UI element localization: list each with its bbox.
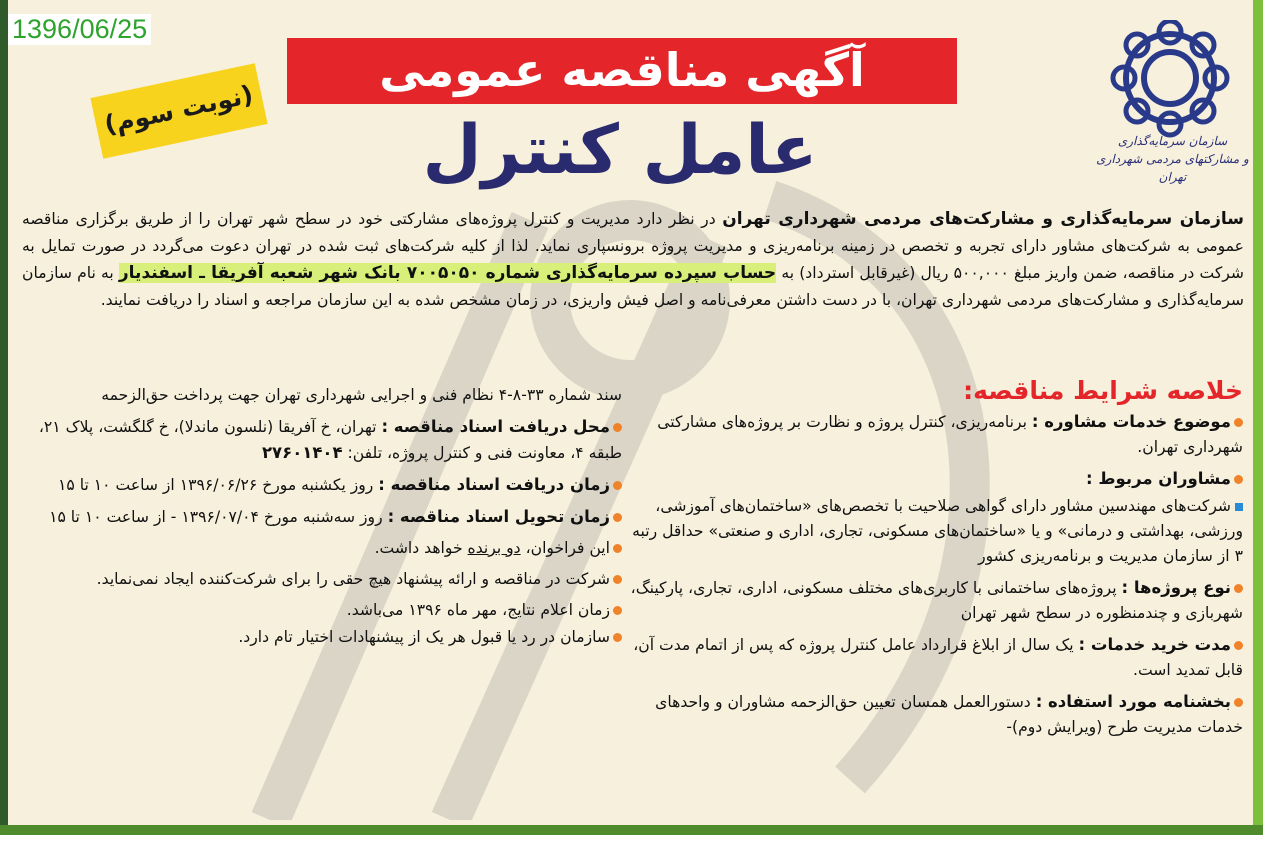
conditions-column (625, 378, 1243, 746)
list-item: شرکت‌های مهندسین مشاور دارای گواهی صلاحیت با تخصص‌های «ساختمان‌های آموزشی، ورزشی، بهداشتی و درمانی» و یا «ساختمان‌های مسکونی، تجاری، اداری و صنعتی» حداقل رتبه ۳ از سازمان مدیریت و برنامه‌ریزی کشور (632, 497, 1243, 565)
phone-number: ۲۷۶۰۱۴۰۴ (261, 443, 343, 462)
list-item: سازمان در رد یا قبول هر یک از پیشنهادات اختیار تام دارد. (22, 625, 622, 650)
list-item: این فراخوان، دو برنده خواهد داشت. (22, 536, 622, 561)
bullet-icon (613, 513, 622, 522)
organization-name: سازمان سرمایه‌گذاری و مشارکت‌های مردمی شهرداری تهران (722, 209, 1244, 229)
list-item: مدت خرید خدمات : یک سال از ابلاغ قرارداد عامل کنترل پروژه که پس از اتمام مدت آن، قابل تمدید است. (633, 635, 1243, 679)
round-badge: (نوبت سوم) (90, 63, 267, 159)
bank-account: حساب سپرده سرمایه‌گذاری شماره ۷۰۰۵۰۵۰ بانک شهر شعبه آفریقا ـ اسفندیار (118, 263, 777, 283)
details-column (22, 383, 622, 656)
bullet-icon (613, 606, 622, 615)
square-bullet-icon (1235, 503, 1243, 511)
list-item: زمان دریافت اسناد مناقصه : روز یکشنبه مورخ ۱۳۹۶/۰۶/۲۶ از ساعت ۱۰ تا ۱۵ (22, 472, 622, 498)
bullet-icon (1234, 418, 1243, 427)
bullet-icon (613, 633, 622, 642)
bullet-icon (1234, 698, 1243, 707)
list-item: محل دریافت اسناد مناقصه : تهران، خ آفریقا (نلسون ماندلا)، خ گلگشت، پلاک ۲۱، طبقه ۴، معاونت فنی و کنترل پروژه، تلفن: ۲۷۶۰۱۴۰۴ (38, 417, 622, 462)
date-stamp: 1396/06/25 (8, 14, 151, 45)
section-title: خلاصه شرایط مناقصه: (963, 376, 1243, 405)
bullet-icon (613, 575, 622, 584)
bullet-icon (613, 423, 622, 432)
bullet-icon (1234, 641, 1243, 650)
right-border (1253, 0, 1263, 849)
list-item: مشاوران مربوط : (625, 466, 1243, 492)
bottom-border (0, 825, 1263, 835)
list-item: زمان تحویل اسناد مناقصه : روز سه‌شنبه مورخ ۱۳۹۶/۰۷/۰۴ - از ساعت ۱۰ تا ۱۵ (22, 504, 622, 530)
bullet-icon (613, 544, 622, 553)
list-item: سند شماره ۳۳-۸-۴ نظام فنی و اجرایی شهرداری تهران جهت پرداخت حق‌الزحمه (101, 386, 622, 404)
intro-paragraph: سازمان سرمایه‌گذاری و مشارکت‌های مردمی شهرداری تهران در نظر دارد مدیریت و کنترل پروژه‌های مشارکتی خود در سطح شهر تهران را از طریق برگزاری مناقصه عمومی به شرکت‌های مشاور دارای تجربه و تخصص در زمینه برنامه‌ریزی و مدیریت پروژه برونسپاری نماید. لذا از کلیه شرکت‌های ثبت شده در تهران دعوت می‌گردد در صورت تمایل به شرکت در مناقصه، ضمن واریز مبلغ ۵۰۰,۰۰۰ ریال (غیرقابل استرداد) به حساب سپرده سرمایه‌گذاری شماره ۷۰۰۵۰۵۰ بانک شهر شعبه آفریقا ـ اسفندیار به نام سازمان سرمایه‌گذاری و مشارکت‌های مردمی شهرداری تهران، با در دست داشتن معرفی‌نامه و اصل فیش واریزی، در زمان مشخص شده به این سازمان مراجعه و اسناد را دریافت نمایند. (22, 209, 1244, 309)
bullet-icon (613, 481, 622, 490)
left-border (0, 0, 8, 849)
list-item: موضوع خدمات مشاوره : برنامه‌ریزی، کنترل پروژه و نظارت بر پروژه‌های مشارکتی شهرداری تهران. (657, 412, 1243, 456)
logo-caption: سازمان سرمایه‌گذاری و مشارکتهای مردمی شهرداری تهران (1096, 134, 1249, 184)
list-item: نوع پروژه‌ها : پروژه‌های ساختمانی با کاربری‌های مختلف مسکونی، اداری، تجاری، پارکینگ، شهربازی و چندمنظوره در سطح شهر تهران (630, 578, 1243, 622)
bullet-icon (1234, 475, 1243, 484)
bullet-icon (1234, 584, 1243, 593)
banner-public-tender: آگهی مناقصه عمومی (287, 38, 957, 104)
page-title: عامل کنترل (422, 111, 818, 190)
list-item: شرکت در مناقصه و ارائه پیشنهاد هیچ حقی را برای شرکت‌کننده ایجاد نمی‌نماید. (22, 567, 622, 592)
list-item: زمان اعلام نتایج، مهر ماه ۱۳۹۶ می‌باشد. (22, 598, 622, 623)
list-item: بخشنامه مورد استفاده : دستورالعمل همسان تعیین حق‌الزحمه مشاوران و واحدهای خدمات مدیریت طرح (ویرایش دوم)- (655, 692, 1243, 736)
